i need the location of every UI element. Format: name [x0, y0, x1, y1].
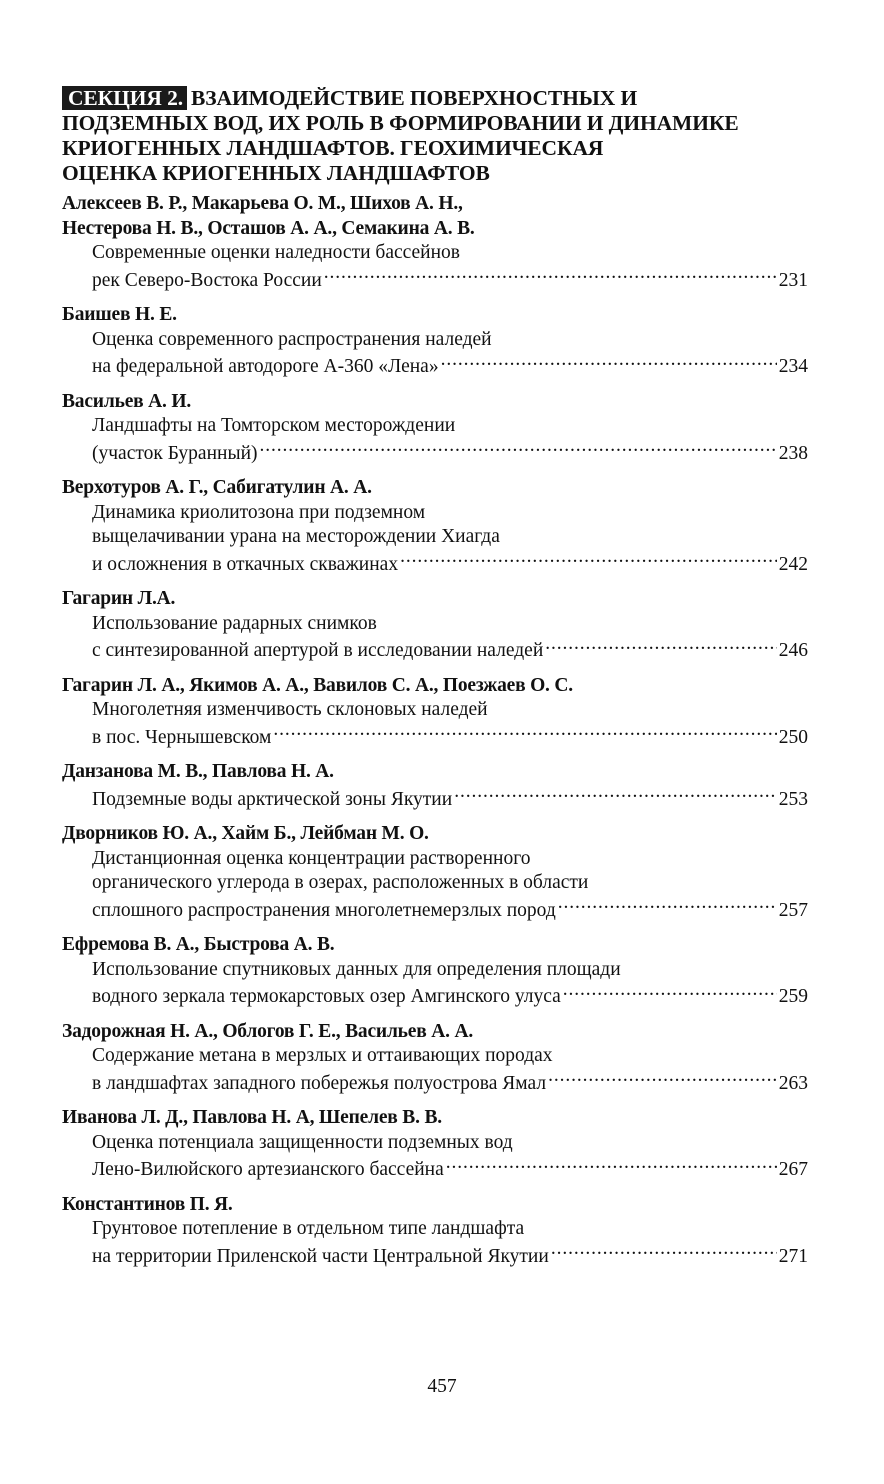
dot-leader — [400, 550, 777, 570]
entry-title-last-line — [62, 550, 808, 578]
section-heading-line-4: ОЦЕНКА КРИОГЕННЫХ ЛАНДШАФТОВ — [62, 161, 490, 185]
entry-title-line: Динамика криолитозона при подземном — [92, 501, 426, 523]
entry-page-number: 250 — [778, 726, 808, 748]
entry-title-line: на федеральной автодороге А-360 «Лена» — [92, 356, 439, 377]
dot-leader — [454, 785, 777, 805]
toc-entry — [62, 822, 808, 923]
dot-leader — [446, 1155, 777, 1175]
entry-authors: Алексеев В. Р., Макарьева О. М., Шихов А. Н., — [62, 193, 463, 214]
toc-entry — [62, 933, 808, 1010]
toc-entry — [62, 390, 808, 467]
entry-page-number: 257 — [778, 899, 808, 921]
entry-title-line: в ландшафтах западного побережья полуострова Ямал — [92, 1072, 547, 1094]
entry-title-line: Грунтовое потепление в отдельном типе ландшафта — [92, 1218, 525, 1239]
entry-authors: Данзанова М. В., Павлова Н. А. — [62, 761, 334, 782]
entry-authors: Баишев Н. Е. — [62, 304, 177, 325]
section-badge: СЕКЦИЯ 2. — [62, 86, 187, 110]
toc-entry — [62, 476, 808, 577]
entry-authors: Гагарин Л.А. — [62, 588, 176, 609]
entry-page-number: 253 — [778, 788, 808, 810]
entry-title-line: сплошного распространения многолетнемерзлых пород — [92, 899, 556, 921]
dot-leader — [324, 266, 777, 286]
section-heading — [62, 86, 808, 186]
entry-title-line: Использование спутниковых данных для определения площади — [92, 958, 621, 980]
entry-authors: Васильев А. И. — [62, 390, 192, 412]
entry-title-line: Дистанционная оценка концентрации растворенного — [92, 847, 531, 869]
entry-title-line: с синтезированной апертурой в исследовании наледей — [92, 640, 544, 661]
dot-leader — [441, 352, 777, 372]
entry-title-last-line — [62, 896, 808, 924]
section-heading-line-1: СЕКЦИЯ 2. ВЗАИМОДЕЙСТВИЕ ПОВЕРХНОСТНЫХ И — [62, 86, 808, 111]
toc-entry — [62, 192, 808, 293]
entry-title-last-line — [62, 1155, 808, 1183]
entry-title-line: Многолетняя изменчивость склоновых наледей — [92, 699, 488, 720]
entry-title-last-line — [62, 982, 808, 1010]
toc-entry — [62, 587, 808, 664]
entry-page-number: 242 — [778, 553, 808, 575]
entry-page-number: 267 — [778, 1159, 808, 1180]
entry-page-number: 259 — [778, 986, 808, 1007]
entry-title-line: органического углерода в озерах, расположенных в области — [92, 872, 589, 893]
entry-title-line: и осложнения в откачных скважинах — [92, 553, 399, 575]
entry-title-line: Лено-Вилюйского артезианского бассейна — [92, 1159, 444, 1180]
dot-leader — [548, 1069, 777, 1089]
toc-page — [62, 86, 808, 1279]
entry-title-line: Современные оценки наледности бассейнов — [92, 242, 461, 263]
entry-authors: Дворников Ю. А., Хайм Б., Лейбман М. О. — [62, 823, 429, 844]
section-heading-line-2: ПОДЗЕМНЫХ ВОД, ИХ РОЛЬ В ФОРМИРОВАНИИ И ДИНАМИКЕ — [62, 111, 739, 135]
toc-entry — [62, 760, 808, 812]
entry-authors: Ефремова В. А., Быстрова А. В. — [62, 934, 335, 955]
entry-title-last-line — [62, 636, 808, 664]
entry-title-line: выщелачивании урана на месторождении Хиагда — [92, 526, 500, 547]
entry-title-line: Подземные воды арктической зоны Якутии — [92, 788, 453, 810]
entry-authors: Задорожная Н. А., Облогов Г. Е., Васильев А. А. — [62, 1020, 474, 1042]
entry-authors: Иванова Л. Д., Павлова Н. А, Шепелев В. В. — [62, 1107, 442, 1128]
section-heading-line-3: КРИОГЕННЫХ ЛАНДШАФТОВ. ГЕОХИМИЧЕСКАЯ — [62, 136, 604, 160]
dot-leader — [558, 896, 777, 916]
dot-leader — [273, 723, 776, 743]
entry-title-line: Использование радарных снимков — [92, 612, 377, 634]
entry-page-number: 234 — [778, 356, 808, 377]
entry-title-line: рек Северо-Востока России — [92, 269, 322, 291]
entry-title-last-line — [62, 1069, 808, 1097]
entry-title-last-line — [62, 785, 808, 813]
entry-title-line: на территории Приленской части Центральной Якутии — [92, 1245, 549, 1267]
entry-page-number: 263 — [778, 1072, 808, 1094]
entry-title-last-line — [62, 439, 808, 467]
entry-page-number: 246 — [778, 640, 808, 661]
page-number: 457 — [427, 1376, 457, 1397]
entry-title-line: Оценка потенциала защищенности подземных вод — [92, 1131, 513, 1153]
entry-page-number: 271 — [778, 1245, 808, 1267]
toc-entry — [62, 303, 808, 380]
toc-entry — [62, 674, 808, 751]
entry-title-line: (участок Буранный) — [92, 442, 258, 464]
entry-title-last-line — [62, 352, 808, 380]
entry-authors: Нестерова Н. В., Осташов А. А., Семакина А. В. — [62, 217, 475, 239]
entry-authors: Верхотуров А. Г., Сабигатулин А. А. — [62, 477, 372, 498]
entry-title-line: Содержание метана в мерзлых и оттаивающих породах — [92, 1045, 553, 1066]
dot-leader — [260, 439, 777, 459]
entry-authors: Константинов П. Я. — [62, 1193, 233, 1215]
entry-page-number: 231 — [778, 269, 808, 291]
entry-title-line: водного зеркала термокарстовых озер Амгинского улуса — [92, 986, 561, 1007]
entry-page-number: 238 — [778, 442, 808, 464]
entry-title-last-line — [62, 1242, 808, 1270]
dot-leader — [545, 636, 776, 656]
toc-entries — [62, 192, 808, 1269]
entry-title-line: Оценка современного распространения наледей — [92, 328, 492, 350]
dot-leader — [563, 982, 777, 1002]
entry-title-line: в пос. Чернышевском — [92, 726, 272, 748]
entry-title-line: Ландшафты на Томторском месторождении — [92, 415, 456, 436]
entry-title-last-line — [62, 723, 808, 751]
toc-entry — [62, 1020, 808, 1097]
toc-entry — [62, 1193, 808, 1270]
entry-title-last-line — [62, 266, 808, 294]
dot-leader — [551, 1242, 777, 1262]
entry-authors: Гагарин Л. А., Якимов А. А., Вавилов С. А., Поезжаев О. С. — [62, 674, 573, 696]
toc-entry — [62, 1106, 808, 1183]
